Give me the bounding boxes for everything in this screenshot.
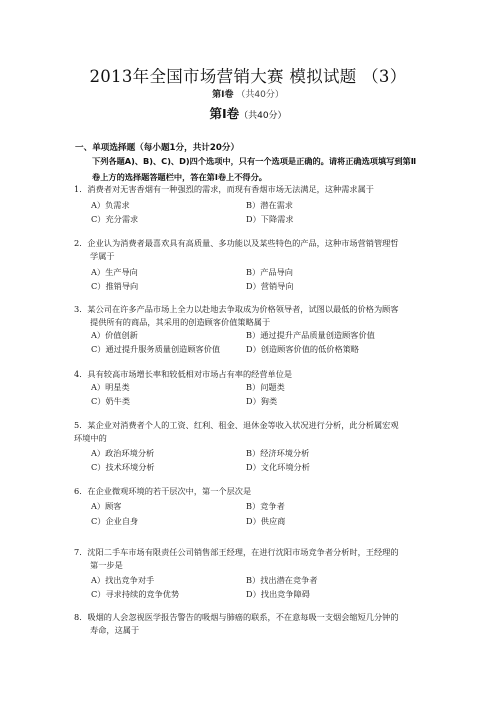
question-2-option-a: A）生产导向 [91,267,138,277]
question-6-option-a: A）顾客 [91,501,122,511]
question-3-option-d: D）创造顾客价值的低价格策略 [246,344,360,354]
question-1-option-c: C）充分需求 [91,214,139,224]
question-4-option-b: B）问题类 [246,382,285,392]
question-2-text: 2．企业认为消费者最喜欢具有高质量、多功能以及某些特色的产品，这种市场营销管理哲 [74,238,399,248]
question-8-text-cont: 寿命，这属于 [90,625,140,635]
question-7-option-b: B）找出潜在竞争者 [246,575,318,585]
question-7 [74,546,424,572]
question-6 [74,485,424,498]
question-4-option-c: C）奶牛类 [91,396,131,406]
question-1-option-a: A）负需求 [91,200,130,210]
question-5-text: 5．某企业对消费者个人的工资、红利、租金、退休金等收入状况进行分析，此分析属宏观 [74,420,399,430]
question-7-text: 7．沈阳二手车市场有限责任公司销售部王经理，在进行沈阳市场竞争者分析时，王经理的 [74,547,399,557]
question-4-option-a: A）明星类 [91,382,130,392]
question-2-option-d: D）营销导向 [246,281,294,291]
section-instructions: 下列各题A)、B)、C)、D)四个选项中，只有一个选项是正确的。请将正确选项填写到第Ⅱ卷上方的选择题答题栏中，答在第Ⅰ卷上不得分。 [92,156,417,182]
question-1 [74,183,424,196]
part-score-big: （共40分） [239,111,287,121]
question-1-text: 1．消费者对无害香烟有一种强烈的需求，而现有香烟市场无法满足，这种需求属于 [74,184,374,194]
question-3-option-c: C）通过提升服务质量创造顾客价值 [91,344,221,354]
question-8-text: 8．吸烟的人会忽视医学报告警告的吸烟与肺癌的联系，不在意每吸一支烟会缩短几分钟的 [74,612,399,622]
question-7-text-cont: 第一步是 [90,560,123,570]
part-score-small: （共40分） [236,90,284,100]
exam-title: 2013年全国市场营销大赛 模拟试题 （3） [89,67,407,86]
question-1-option-d: D）下降需求 [246,214,294,224]
question-2 [74,237,424,263]
question-5 [74,419,424,445]
question-3-option-a: A）价值创新 [91,330,138,340]
question-5-option-a: A）政治环境分析 [91,448,155,458]
question-4-option-d: D）狗类 [246,396,278,406]
question-1-option-b: B）潜在需求 [246,200,293,210]
question-8 [74,611,424,637]
question-3-text-cont: 提供所有的商品，其采用的创造顾客价值策略属于 [90,317,271,327]
question-4 [74,368,424,381]
part-label-big: 第Ⅰ卷 [209,106,240,121]
part-label-small: 第Ⅰ卷 [212,90,234,100]
question-2-option-b: B）产品导向 [246,267,293,277]
question-7-option-c: C）寻求持续的竞争优势 [91,589,180,599]
question-3-option-b: B）通过提升产品质量创造顾客价值 [246,330,375,340]
part-subtitle-small [0,87,496,100]
question-5-option-b: B）经济环境分析 [246,448,310,458]
question-3 [74,303,424,329]
question-4-text: 4．具有较高市场增长率和较低相对市场占有率的经营单位是 [74,369,293,379]
question-7-option-d: D）找出竞争障碍 [246,589,310,599]
question-2-text-cont: 学属于 [90,251,115,261]
question-6-option-b: B）竞争者 [246,501,285,511]
question-6-option-c: C）企业自身 [91,516,139,526]
question-5-text-cont: 环境中的 [74,433,107,443]
question-7-option-a: A）找出竞争对手 [91,575,155,585]
part-subtitle-big [0,104,496,122]
question-6-option-d: D）供应商 [246,516,286,526]
section-heading: 一、单项选择题（每小题1分，共计20分） [75,143,240,153]
question-2-option-c: C）推销导向 [91,281,139,291]
question-3-text: 3．某公司在许多产品市场上全力以赴地去争取成为价格领导者，试图以最低的价格为顾客 [74,304,399,314]
question-5-option-c: C）技术环境分析 [91,462,155,472]
question-5-option-d: D）文化环境分析 [246,462,310,472]
question-6-text: 6．在企业微观环境的若干层次中，第一个层次是 [74,486,252,496]
